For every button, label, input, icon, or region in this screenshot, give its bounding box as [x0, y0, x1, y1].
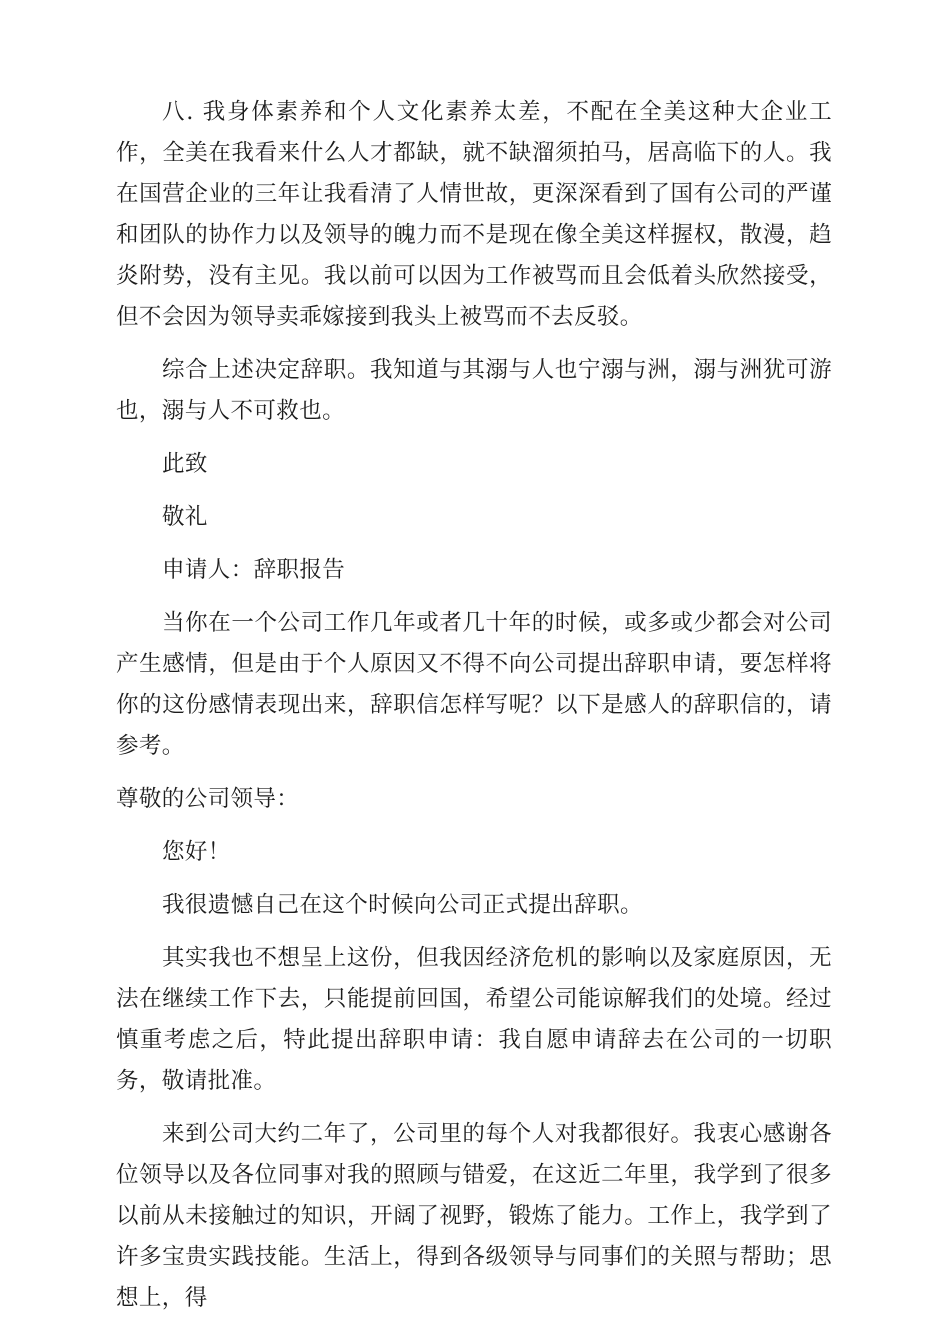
closing-regards: 敬礼	[162, 504, 208, 530]
paragraph-conclusion: 综合上述决定辞职。我知道与其溺与人也宁溺与洲，溺与洲犹可游也，溺与人不可救也。	[116, 357, 832, 424]
letter-greeting: 您好！	[162, 839, 231, 865]
paragraph-introduction: 当你在一个公司工作几年或者几十年的时候，或多或少都会对公司产生感情，但是由于个人原因又不得不向公司提出辞职申请，要怎样将你的这份感情表现出来，辞职信怎样写呢？以下是感人的辞职信的，请参考。	[116, 610, 832, 759]
letter-addressee: 尊敬的公司领导：	[116, 786, 300, 812]
paragraph-reason: 其实我也不想呈上这份，但我因经济危机的影响以及家庭原因，无法在继续工作下去，只能提前回国，希望公司能谅解我们的处境。经过慎重考虑之后，特此提出辞职申请：我自愿申请辞去在公司的一切职务，敬请批准。	[116, 945, 832, 1094]
paragraph-point-eight: 八. 我身体素养和个人文化素养太差，不配在全美这种大企业工作，全美在我看来什么人才都缺，就不缺溜须拍马，居高临下的人。我在国营企业的三年让我看清了人情世故，更深深看到了国有公司的严谨和团队的协作力以及领导的魄力而不是现在像全美这样握权，散漫，趋炎附势，没有主见。我以前可以因为工作被骂而且会低着头欣然接受，但不会因为领导卖乖嫁接到我头上被骂而不去反驳。	[116, 99, 832, 330]
paragraph-gratitude: 来到公司大约二年了，公司里的每个人对我都很好。我衷心感谢各位领导以及各位同事对我的照顾与错爱，在这近二年里，我学到了很多以前从未接触过的知识，开阔了视野，锻炼了能力。工作上，我学到了许多宝贵实践技能。生活上，得到各级领导与同事们的关照与帮助；思想上，得	[116, 1121, 832, 1311]
paragraph-regret: 我很遗憾自己在这个时候向公司正式提出辞职。	[162, 892, 643, 918]
closing-salutation: 此致	[162, 451, 208, 477]
document-body	[116, 92, 832, 1331]
applicant-line: 申请人：辞职报告	[162, 557, 346, 583]
